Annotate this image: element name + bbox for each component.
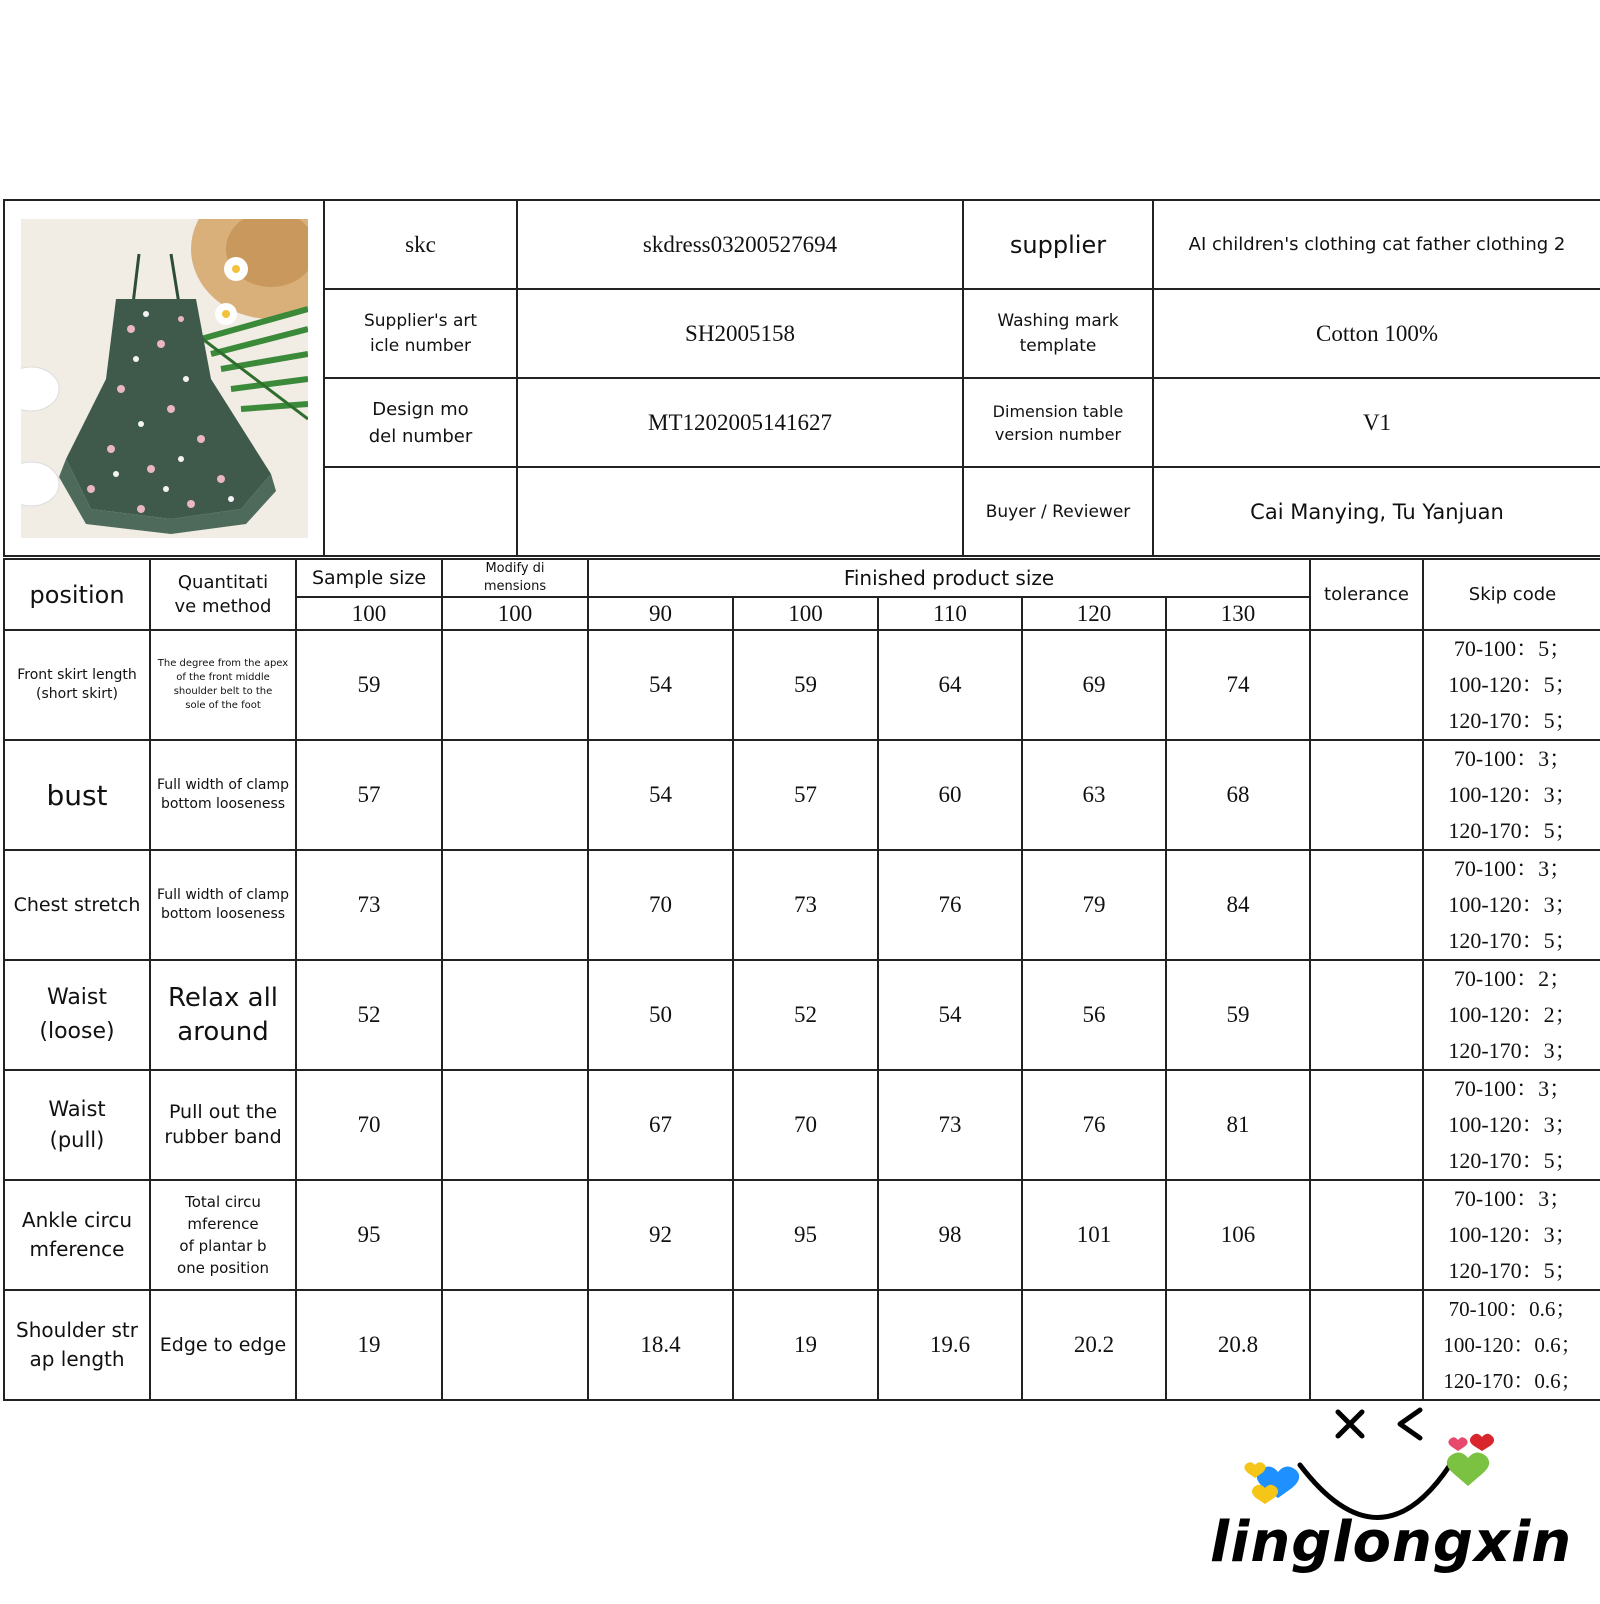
size-chart-table <box>3 558 1600 1401</box>
position-cell: Chest stretch <box>4 850 150 960</box>
modify-header-line-2: mensions <box>483 579 547 594</box>
skip-line: 70-100：5； <box>1453 636 1572 661</box>
tolerance-cell <box>1310 960 1423 1070</box>
buyer-reviewer-value: Cai Manying, Tu Yanjuan <box>1153 467 1600 556</box>
tolerance-cell <box>1310 1180 1423 1290</box>
position-line: (loose) <box>39 1019 115 1044</box>
dim-label-line-2: version number <box>994 424 1122 444</box>
tolerance-cell <box>1310 1070 1423 1180</box>
sample-cell: 59 <box>296 630 442 740</box>
position-line: Shoulder str <box>16 1318 138 1342</box>
wash-label-line-1: Washing mark <box>997 310 1119 331</box>
sample-cell: 52 <box>296 960 442 1070</box>
wash-label-line-2: template <box>1019 335 1097 356</box>
size-value-cell: 54 <box>588 740 733 850</box>
modify-cell <box>442 740 588 850</box>
finished-size-header: Finished product size <box>588 559 1310 597</box>
skip-line: 120-170：5； <box>1448 708 1577 733</box>
tolerance-cell <box>1310 850 1423 960</box>
skip-line: 70-100：3； <box>1453 746 1572 771</box>
modify-cell <box>442 630 588 740</box>
skip-line: 120-170：3； <box>1448 1038 1577 1063</box>
finished-size-120: 120 <box>1022 597 1166 630</box>
skip-line: 100-120：3； <box>1448 1112 1577 1137</box>
skip-code-header: Skip code <box>1423 559 1600 630</box>
sample-cell: 95 <box>296 1180 442 1290</box>
method-line: shoulder belt to the <box>173 686 273 697</box>
size-value-cell: 67 <box>588 1070 733 1180</box>
position-cell <box>4 1180 150 1290</box>
method-cell <box>150 960 296 1070</box>
design-model-value: MT1202005141627 <box>517 378 963 467</box>
size-value-cell: 101 <box>1022 1180 1166 1290</box>
size-value-cell: 63 <box>1022 740 1166 850</box>
skip-line: 120-170：5； <box>1448 818 1577 843</box>
size-value-cell: 95 <box>733 1180 878 1290</box>
product-photo-cell <box>4 200 324 556</box>
modify-header-line-1: Modify di <box>485 561 545 576</box>
modify-dimensions-header <box>442 559 588 597</box>
washing-mark-label <box>963 289 1153 378</box>
method-line: of plantar b <box>179 1237 267 1255</box>
size-value-cell: 64 <box>878 630 1022 740</box>
dim-label-line-1: Dimension table <box>992 401 1124 421</box>
design-label-line-2: del number <box>368 425 473 447</box>
tolerance-cell <box>1310 630 1423 740</box>
method-header-line-2: ve method <box>174 595 272 617</box>
dress-product-photo <box>21 219 308 538</box>
skip-line: 100-120：3； <box>1448 892 1577 917</box>
dress-illustration-icon <box>21 219 308 538</box>
position-line: Waist <box>48 1097 106 1121</box>
size-value-cell: 54 <box>878 960 1022 1070</box>
size-value-cell: 20.8 <box>1166 1290 1310 1400</box>
method-line: The degree from the apex <box>157 658 289 669</box>
method-cell <box>150 740 296 850</box>
skip-line: 120-170：0.6； <box>1443 1369 1582 1393</box>
sample-size-header: Sample size <box>296 559 442 597</box>
method-line: Relax all <box>167 983 279 1013</box>
buyer-reviewer-label: Buyer / Reviewer <box>963 467 1153 556</box>
skip-line: 120-170：5； <box>1448 928 1577 953</box>
skip-line: 70-100：2； <box>1453 966 1572 991</box>
method-line: bottom looseness <box>160 906 286 922</box>
table-row <box>4 850 1600 960</box>
method-line: Total circu <box>185 1193 261 1211</box>
size-value-cell: 52 <box>733 960 878 1070</box>
size-value-cell: 79 <box>1022 850 1166 960</box>
skc-label: skc <box>324 200 517 289</box>
method-line: Full width of clamp <box>156 887 290 903</box>
art-label-line-1: Supplier's art <box>363 310 478 331</box>
skip-line: 70-100：3； <box>1453 1076 1572 1101</box>
method-cell <box>150 1070 296 1180</box>
size-value-cell: 73 <box>733 850 878 960</box>
position-line: Ankle circu <box>21 1208 133 1232</box>
position-line: (pull) <box>49 1128 105 1152</box>
position-line: mference <box>29 1237 125 1261</box>
skip-code-cell <box>1423 960 1600 1070</box>
position-cell: bust <box>4 740 150 850</box>
size-value-cell: 76 <box>1022 1070 1166 1180</box>
skip-line: 100-120：3； <box>1448 782 1577 807</box>
skip-line: 100-120：2； <box>1448 1002 1577 1027</box>
size-value-cell: 70 <box>733 1070 878 1180</box>
tolerance-header: tolerance <box>1310 559 1423 630</box>
skip-code-cell <box>1423 1070 1600 1180</box>
table-row <box>4 960 1600 1070</box>
skip-line: 120-170：5； <box>1448 1148 1577 1173</box>
method-line: around <box>177 1017 269 1047</box>
table-row <box>4 1180 1600 1290</box>
size-value-cell: 81 <box>1166 1070 1310 1180</box>
brand-logo <box>1210 1400 1590 1600</box>
skip-line: 70-100：3； <box>1453 856 1572 881</box>
sample-cell: 19 <box>296 1290 442 1400</box>
position-line: ap length <box>29 1347 125 1371</box>
brand-wordmark: linglongxin <box>1210 1510 1573 1575</box>
size-value-cell: 59 <box>1166 960 1310 1070</box>
finished-size-110: 110 <box>878 597 1022 630</box>
dimension-version-label <box>963 378 1153 467</box>
modify-size-value: 100 <box>442 597 588 630</box>
skip-line: 100-120：5； <box>1448 672 1577 697</box>
skip-line: 70-100：3； <box>1453 1186 1572 1211</box>
method-cell <box>150 630 296 740</box>
method-line: rubber band <box>164 1126 282 1148</box>
size-value-cell: 60 <box>878 740 1022 850</box>
method-cell <box>150 1180 296 1290</box>
art-number-label <box>324 289 517 378</box>
size-value-cell: 54 <box>588 630 733 740</box>
method-header-line-1: Quantitati <box>177 571 269 593</box>
design-model-label <box>324 378 517 467</box>
position-line: Front skirt length <box>17 667 137 683</box>
modify-cell <box>442 850 588 960</box>
supplier-label: supplier <box>963 200 1153 289</box>
method-header <box>150 559 296 630</box>
method-line: of the front middle <box>176 672 270 683</box>
method-cell <box>150 850 296 960</box>
sample-cell: 57 <box>296 740 442 850</box>
size-value-cell: 19.6 <box>878 1290 1022 1400</box>
method-line: bottom looseness <box>160 796 286 812</box>
method-line: mference <box>187 1215 259 1233</box>
tolerance-cell <box>1310 740 1423 850</box>
skip-code-cell <box>1423 1180 1600 1290</box>
table-row <box>4 1290 1600 1400</box>
empty-value-cell <box>517 467 963 556</box>
skip-line: 120-170：5； <box>1448 1258 1577 1283</box>
finished-size-90: 90 <box>588 597 733 630</box>
position-header: position <box>4 559 150 630</box>
design-label-line-1: Design mo <box>372 398 469 420</box>
position-line: Waist <box>46 985 108 1010</box>
position-line: (short skirt) <box>36 686 118 702</box>
size-value-cell: 18.4 <box>588 1290 733 1400</box>
finished-size-130: 130 <box>1166 597 1310 630</box>
skip-line: 100-120：0.6； <box>1443 1333 1582 1357</box>
method-cell: Edge to edge <box>150 1290 296 1400</box>
finished-size-100: 100 <box>733 597 878 630</box>
sample-cell: 73 <box>296 850 442 960</box>
skip-code-cell <box>1423 1290 1600 1400</box>
size-value-cell: 76 <box>878 850 1022 960</box>
size-value-cell: 20.2 <box>1022 1290 1166 1400</box>
skip-code-cell <box>1423 850 1600 960</box>
size-value-cell: 73 <box>878 1070 1022 1180</box>
art-number-value: SH2005158 <box>517 289 963 378</box>
size-value-cell: 106 <box>1166 1180 1310 1290</box>
size-value-cell: 74 <box>1166 630 1310 740</box>
size-value-cell: 57 <box>733 740 878 850</box>
modify-cell <box>442 1290 588 1400</box>
method-line: sole of the foot <box>185 700 261 711</box>
sample-size-value: 100 <box>296 597 442 630</box>
method-line: Full width of clamp <box>156 777 290 793</box>
method-line: one position <box>176 1259 270 1277</box>
art-label-line-2: icle number <box>369 335 471 356</box>
size-value-cell: 56 <box>1022 960 1166 1070</box>
product-header-table <box>3 199 1600 557</box>
table-row <box>4 630 1600 740</box>
washing-mark-value: Cotton 100% <box>1153 289 1600 378</box>
skip-line: 70-100：0.6； <box>1448 1297 1577 1321</box>
empty-label-cell <box>324 467 517 556</box>
tolerance-cell <box>1310 1290 1423 1400</box>
size-value-cell: 19 <box>733 1290 878 1400</box>
position-cell <box>4 630 150 740</box>
skip-line: 100-120：3； <box>1448 1222 1577 1247</box>
table-row <box>4 740 1600 850</box>
size-value-cell: 50 <box>588 960 733 1070</box>
position-cell <box>4 960 150 1070</box>
skip-code-cell <box>1423 630 1600 740</box>
size-value-cell: 92 <box>588 1180 733 1290</box>
position-cell <box>4 1070 150 1180</box>
position-cell <box>4 1290 150 1400</box>
dimension-version-value: V1 <box>1153 378 1600 467</box>
modify-cell <box>442 1180 588 1290</box>
table-row <box>4 1070 1600 1180</box>
modify-cell <box>442 960 588 1070</box>
size-value-cell: 84 <box>1166 850 1310 960</box>
supplier-value: AI children's clothing cat father clothing 2 <box>1153 200 1600 289</box>
modify-cell <box>442 1070 588 1180</box>
skc-value: skdress03200527694 <box>517 200 963 289</box>
size-value-cell: 68 <box>1166 740 1310 850</box>
size-value-cell: 70 <box>588 850 733 960</box>
method-line: Pull out the <box>168 1101 278 1123</box>
size-value-cell: 59 <box>733 630 878 740</box>
size-value-cell: 69 <box>1022 630 1166 740</box>
sample-cell: 70 <box>296 1070 442 1180</box>
size-value-cell: 98 <box>878 1180 1022 1290</box>
skip-code-cell <box>1423 740 1600 850</box>
